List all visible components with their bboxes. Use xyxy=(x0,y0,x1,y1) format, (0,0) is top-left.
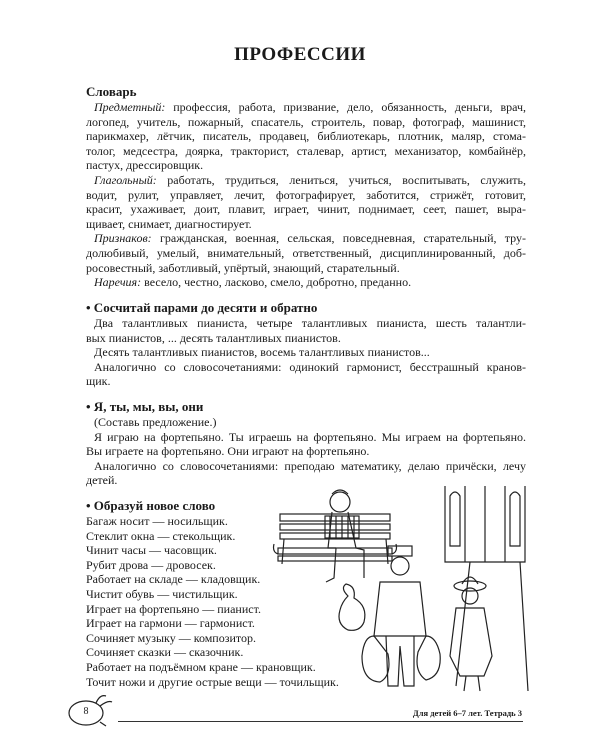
text-line: вых пианистов, ... десять талантливых пианистов. xyxy=(86,330,341,345)
text-line xyxy=(86,158,526,173)
pronoun-body xyxy=(86,415,526,488)
text-line xyxy=(86,231,526,246)
line-text: работать, трудиться, лениться, учиться, воспитывать, служить, xyxy=(156,172,526,187)
count-heading: • Сосчитай парами до десяти и обратно xyxy=(86,300,318,315)
text-line: Работает на складе — кладовщик. xyxy=(86,572,261,587)
line-text: толог, медсестра, доярка, тракторист, сталевар, артист, механизатор, комбайнёр, xyxy=(86,143,526,158)
line-text: гражданская, военная, сельская, повседневная, старательный, тру- xyxy=(151,231,526,246)
line-text: росовестный, заботливый, упёртый, знающий, старательный. xyxy=(86,260,400,275)
text-line: Вы играете на фортепьяно. Они играют на фортепьяно. xyxy=(86,444,370,459)
text-line: Сочиняет музыку — композитор. xyxy=(86,630,256,645)
text-line: детей. xyxy=(86,473,118,488)
category-label: Глагольный: xyxy=(94,172,157,187)
professions-illustration xyxy=(270,486,530,696)
text-line: Багаж носит — носильщик. xyxy=(86,514,228,528)
line-text: весело, честно, ласково, смело, добротно, преданно. xyxy=(141,275,412,290)
text-line: Играет на фортепьяно — пианист. xyxy=(86,601,261,616)
line-text: красит, ухаживает, доит, плавит, играет, чинит, поднимает, сеет, пашет, выра- xyxy=(86,202,526,217)
footer-rule xyxy=(118,721,523,722)
text-line xyxy=(86,115,526,130)
line-text: щивает, снимает, диагностирует. xyxy=(86,216,252,231)
text-line xyxy=(86,100,526,115)
woman-icon xyxy=(450,577,492,691)
line-text: профессия, работа, призвание, дело, обязанность, деньги, врач, xyxy=(165,100,526,114)
text-line: (Составь предложение.) xyxy=(94,415,217,429)
text-line: Стеклит окна — стекольщик. xyxy=(86,528,236,543)
text-line: Играет на гармони — гармонист. xyxy=(86,616,255,631)
text-line: Сочиняет сказки — сказочник. xyxy=(86,645,244,660)
text-line xyxy=(86,275,526,290)
text-line xyxy=(86,246,526,261)
text-line: Десять талантливых пианистов, восемь талантливых пианистов... xyxy=(94,345,430,360)
vocabulary-body xyxy=(86,100,526,290)
text-line: Два талантливых пианиста, четыре талантливых пианиста, шесть талантли- xyxy=(94,316,526,330)
footer-series: Для детей 6–7 лет. Тетрадь 3 xyxy=(412,708,522,718)
line-text: долюбивый, умелый, внимательный, ответственный, дисциплинированный, доб- xyxy=(86,245,526,260)
text-line: Аналогично со словосочетаниями: преподаю математику, делаю причёски, лечу xyxy=(94,458,526,473)
text-line xyxy=(86,188,526,203)
line-text: водит, рулит, управляет, лечит, фотографирует, заботится, стрижёт, готовит, xyxy=(86,187,526,202)
count-body xyxy=(86,316,526,389)
text-line xyxy=(86,261,526,276)
vocabulary-section xyxy=(86,84,526,290)
pronoun-heading: • Я, ты, мы, вы, они xyxy=(86,399,204,414)
text-line: Аналогично со словосочетаниями: одинокий гармонист, бесстрашный кранов- xyxy=(94,359,526,374)
text-line xyxy=(86,202,526,217)
text-line: щик. xyxy=(86,374,111,389)
text-line xyxy=(86,144,526,159)
text-line xyxy=(86,129,526,144)
pronoun-section xyxy=(86,399,526,488)
category-label: Предметный: xyxy=(94,100,166,114)
page-title: ПРОФЕССИИ xyxy=(234,44,366,65)
category-label: Признаков: xyxy=(94,231,152,246)
text-line: Чистит обувь — чистильщик. xyxy=(86,586,238,601)
page-number-badge xyxy=(68,700,104,726)
text-line: Работает на подъёмном кране — крановщик. xyxy=(86,659,316,674)
page-number: 8 xyxy=(83,706,89,717)
text-line: Чинит часы — часовщик. xyxy=(86,543,217,558)
count-section xyxy=(86,300,526,389)
text-line: Рубит дрова — дровосек. xyxy=(86,557,216,572)
accordion-boy-icon xyxy=(325,490,364,582)
category-label: Наречия: xyxy=(94,275,142,290)
line-text: логопед, учитель, пожарный, спасатель, строитель, повар, фотограф, машинист, xyxy=(86,114,526,129)
dog-icon xyxy=(339,584,365,630)
text-line: Я играю на фортепьяно. Ты играешь на фортепьяно. Мы играем на фортепьяно. xyxy=(94,429,526,444)
word-heading: • Образуй новое слово xyxy=(86,498,216,513)
text-line xyxy=(86,173,526,188)
porter-icon xyxy=(362,546,440,686)
line-text: пастух, дрессировщик. xyxy=(86,158,204,173)
text-line: Точит ножи и другие острые вещи — точильщик. xyxy=(86,674,339,689)
vocabulary-heading: Словарь xyxy=(86,84,137,99)
line-text: парикмахер, лётчик, писатель, продавец, библиотекарь, плотник, маляр, стома- xyxy=(86,129,526,144)
text-line xyxy=(86,217,526,232)
